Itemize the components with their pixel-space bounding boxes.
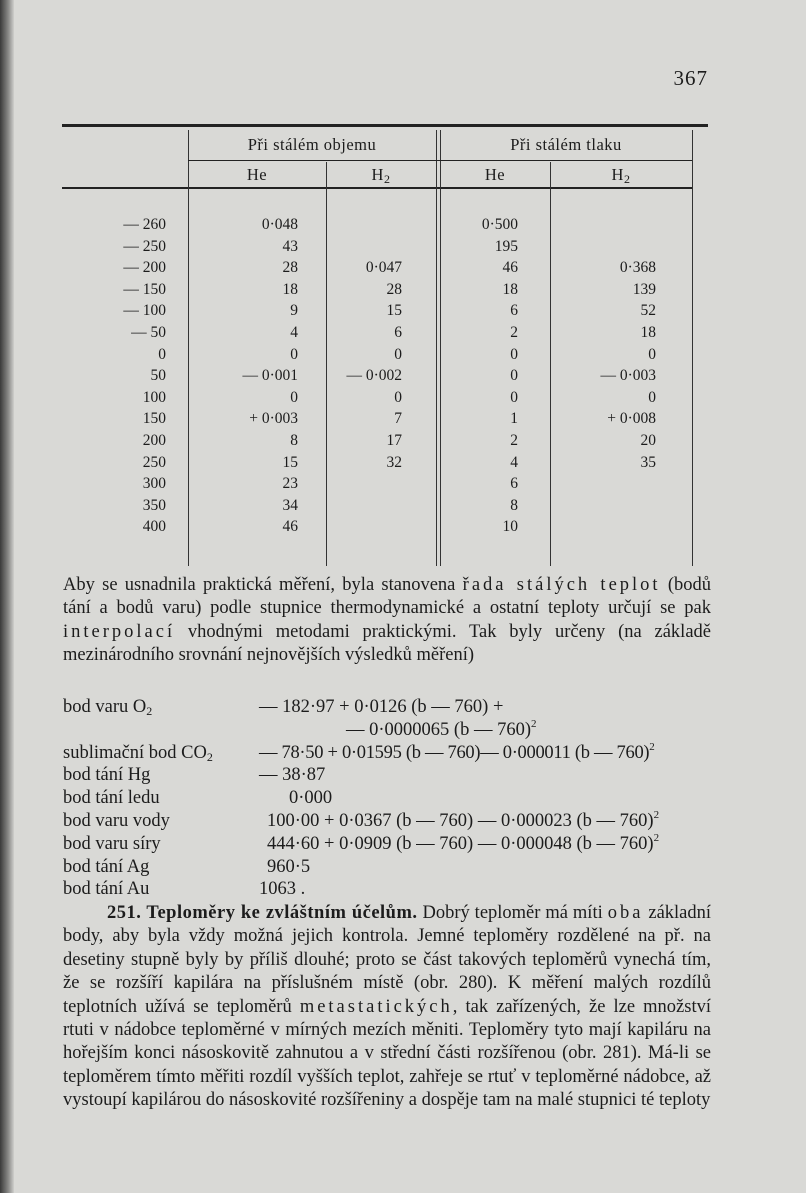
h2-pressure-cell: 35 <box>640 453 656 471</box>
formula-row-au <box>63 878 743 901</box>
he-pressure-cell: 2 <box>510 323 518 341</box>
he-pressure-cell: 18 <box>502 280 518 298</box>
table-header-rule <box>62 187 692 189</box>
he-volume-cell: 15 <box>282 453 298 471</box>
formula-value: 1063 . <box>259 879 306 900</box>
he-pressure-cell: 0 <box>510 388 518 406</box>
emphasis-metastatic: metastatických <box>299 996 453 1017</box>
intro-paragraph: Aby se usnadnila praktická měření, byla stanovena řada stálých teplot (bodů tání a bodů varu) podle stupnice thermodynamické a ostatní teploty určují se pak interpolací vhodnými metodami praktickými. Tak byly určeny (na základě mezinárodního srovnání nejnovějších výsledků měření) <box>63 575 712 666</box>
formula-row-o2-cont <box>63 719 743 742</box>
h2-volume-cell <box>322 236 402 258</box>
temperature-cell: 50 <box>150 367 166 385</box>
formula-value: 0·000 <box>289 788 333 809</box>
formula-row-water <box>63 810 743 833</box>
temperature-cell: 250 <box>142 453 166 471</box>
he-volume-column <box>212 214 298 538</box>
he-pressure-cell: 195 <box>494 237 518 255</box>
temperature-cell: 300 <box>142 475 166 493</box>
formula-value: — 0·0000065 (b — 760)$^2$ <box>346 717 537 740</box>
data-table <box>62 124 708 566</box>
h2-pressure-cell <box>558 236 656 258</box>
he-volume-cell: 0·048 <box>261 216 298 233</box>
formula-row-o2 <box>63 696 743 719</box>
temperature-cell: — 250 <box>123 237 166 255</box>
h2-pressure-cell: 0 <box>648 345 656 363</box>
formula-row-hg <box>63 764 743 787</box>
formula-row-co2 <box>63 742 743 765</box>
table-divider <box>692 130 693 566</box>
formula-label: bod varu vody <box>63 810 170 831</box>
he-volume-cell: 8 <box>290 431 298 449</box>
table-divider <box>436 130 437 566</box>
table-divider <box>550 162 551 566</box>
h2-volume-cell <box>322 495 402 517</box>
h2-volume-cell: 32 <box>386 453 402 471</box>
formula-label: bod tání ledu <box>63 788 160 809</box>
he-pressure-cell: 4 <box>510 453 518 471</box>
he-volume-cell: 34 <box>282 496 298 514</box>
he-pressure-cell: 0·500 <box>481 216 518 233</box>
temperature-cell: 200 <box>142 431 166 449</box>
he-volume-cell: 46 <box>282 518 298 536</box>
section-251-paragraph: 251. Teploměry ke zvláštním účelům. Dobrý teploměr má míti oba základní body, aby byla vždy možná jejich kontrola. Jemné teploměry rozdělené na př. na desetiny stupně byly by příliš dlouhé; proto se část takových teploměrů vynechá tím, že se rozšíří kapilára na příslušném místě (obr. 280). K měření malých rozdílů teplotních užívá se teploměrů metastatických, tak zařízených, že lze množství rtuti v nádobce teploměrné v mírných mezích měniti. Teploměry tyto mají kapiláru na hořejším konci násoskovitě zahnutou a v střední části rozšířenou (obr. 281). Má-li se teploměrem tímto měřiti rozdíl vyšších teplot, zahřeje se rtuť v teploměrné nádobce, až vystoupí kapilárou do násoskovité rozšířeniny a dospěje tam na malé stupnici té teploty <box>63 903 712 1111</box>
fixed-points-list <box>63 696 743 901</box>
he-pressure-column <box>462 214 518 538</box>
he-volume-cell: 9 <box>290 302 298 320</box>
h2-volume-cell <box>322 473 402 495</box>
temperature-cell: 350 <box>142 496 166 514</box>
h2-volume-cell: 15 <box>386 302 402 320</box>
h2-pressure-cell: 20 <box>640 431 656 449</box>
h2-volume-cell: — 0·002 <box>346 367 402 385</box>
temperature-cell: 150 <box>142 410 166 428</box>
h2-volume-cell <box>322 214 402 236</box>
temperature-cell: — 260 <box>123 216 166 233</box>
he-volume-cell: — 0·001 <box>242 367 298 385</box>
formula-row-ice <box>63 787 743 810</box>
temperature-cell: — 50 <box>131 323 166 341</box>
he-pressure-cell: 6 <box>510 475 518 493</box>
temperature-cell: — 150 <box>123 280 166 298</box>
h2-pressure-cell: 0 <box>648 388 656 406</box>
h2-volume-cell: 17 <box>386 431 402 449</box>
emphasis-both: oba <box>607 903 644 923</box>
temperature-cell: — 200 <box>123 259 166 277</box>
table-divider <box>188 130 189 566</box>
table-divider <box>440 130 441 566</box>
temperature-cell: 400 <box>142 518 166 536</box>
he-volume-cell: 23 <box>282 475 298 493</box>
he-volume-cell: 0 <box>290 345 298 363</box>
he-pressure-cell: 1 <box>510 410 518 428</box>
he-pressure-cell: 10 <box>502 518 518 536</box>
emphasis-fixed-points: řada stálých teplot <box>462 575 661 595</box>
header-constant-pressure: Při stálém tlaku <box>510 135 622 154</box>
he-pressure-cell: 46 <box>502 259 518 277</box>
h2-volume-cell: 28 <box>386 280 402 298</box>
h2-volume-cell: 6 <box>394 323 402 341</box>
formula-value: — 38·87 <box>259 765 326 786</box>
he-pressure-cell: 0 <box>510 367 518 385</box>
header-constant-volume: Při stálém objemu <box>247 135 377 154</box>
he-volume-cell: + 0·003 <box>249 410 298 428</box>
he-pressure-cell: 2 <box>510 431 518 449</box>
he-pressure-cell: 0 <box>510 345 518 363</box>
formula-label: bod varu síry <box>63 833 161 854</box>
h2-pressure-cell <box>558 214 656 236</box>
formula-row-ag <box>63 856 743 879</box>
temperature-cell: 100 <box>142 388 166 406</box>
table-top-rule <box>62 124 708 127</box>
subheader-h2-volume: $H_2$ <box>371 165 391 186</box>
he-pressure-cell: 8 <box>510 496 518 514</box>
h2-pressure-cell: + 0·008 <box>607 410 656 428</box>
temperature-cell: — 100 <box>123 302 166 320</box>
temperature-column <box>82 214 166 538</box>
formula-label: bod varu $O_2$ <box>63 697 153 718</box>
formula-label: bod tání Ag <box>63 856 150 877</box>
h2-pressure-cell: 52 <box>640 302 656 320</box>
h2-volume-column <box>322 214 402 538</box>
h2-volume-cell: 0 <box>394 388 402 406</box>
he-volume-cell: 18 <box>282 280 298 298</box>
formula-value: 960·5 <box>267 856 311 877</box>
formula-label: bod tání Hg <box>63 765 151 786</box>
page-number: 367 <box>673 66 708 90</box>
table-subheader-rule <box>188 160 692 161</box>
he-volume-cell: 0 <box>290 388 298 406</box>
he-volume-cell: 28 <box>282 259 298 277</box>
formula-value: 444·60 + 0·0909 (b — 760) — 0·000048 (b — 760)$^2$ <box>267 831 660 854</box>
h2-pressure-cell <box>558 473 656 495</box>
formula-row-sulfur <box>63 833 743 856</box>
h2-volume-cell: 0 <box>394 345 402 363</box>
h2-pressure-column <box>558 214 656 538</box>
h2-volume-cell <box>322 516 402 538</box>
subheader-h2-pressure: $H_2$ <box>611 165 631 186</box>
he-volume-cell: 4 <box>290 323 298 341</box>
h2-volume-cell: 7 <box>394 410 402 428</box>
h2-volume-cell: 0·047 <box>365 259 402 277</box>
section-number: 251. <box>107 903 142 923</box>
h2-pressure-cell: — 0·003 <box>600 367 656 385</box>
h2-pressure-cell <box>558 516 656 538</box>
section-title: Teploměry ke zvláštním účelům. <box>146 903 418 923</box>
formula-label: sublimační bod $CO_2$ <box>63 742 213 764</box>
formula-value: — 182·97 + 0·0126 (b — 760) + <box>259 697 504 717</box>
formula-value: 100·00 + 0·0367 (b — 760) — 0·000023 (b — 760)$^2$ <box>267 808 660 831</box>
h2-pressure-cell: 0·368 <box>619 259 656 277</box>
emphasis-interpolation: interpolací <box>63 621 176 642</box>
book-spine-shadow <box>0 0 14 1193</box>
h2-pressure-cell <box>558 495 656 517</box>
formula-value: — 78·50 + 0·01595 (b — 760)— 0·000011 (b — 760)$^2$ <box>259 740 655 763</box>
temperature-cell: 0 <box>158 345 166 363</box>
subheader-he-volume: He <box>246 165 268 184</box>
h2-pressure-cell: 18 <box>640 323 656 341</box>
he-pressure-cell: 6 <box>510 302 518 320</box>
he-volume-cell: 43 <box>282 237 298 255</box>
h2-pressure-cell: 139 <box>632 280 656 298</box>
subheader-he-pressure: He <box>484 165 506 184</box>
formula-label: bod tání Au <box>63 879 150 900</box>
